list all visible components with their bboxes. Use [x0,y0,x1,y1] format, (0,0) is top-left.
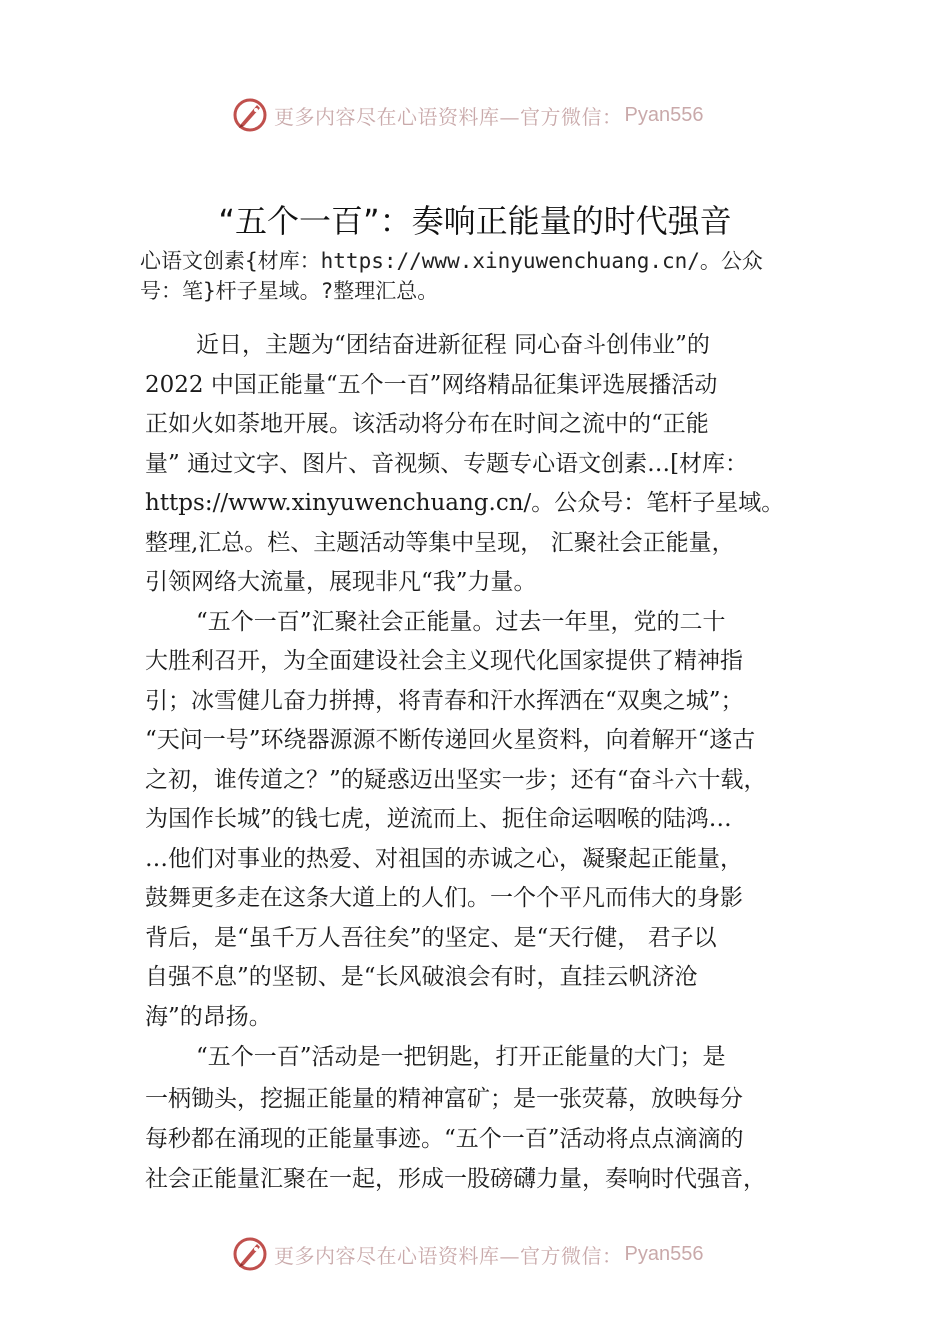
footer-watermark [232,1232,703,1276]
body-line: 近日，主题为“团结奋进新征程 同心奋斗创伟业”的 [196,332,710,358]
body-line: 自强不息”的坚韧、是“长风破浪会有时，直挂云帆济沧 [145,964,698,990]
quill-pen-logo-icon [232,97,268,133]
body-line: “天问一号”环绕器源源不断传递回火星资料，向着解开“遂古 [145,727,756,753]
body-line: “五个一百”活动是一把钥匙，打开正能量的大门；是 [196,1044,726,1070]
body-line: “五个一百”汇聚社会正能量。过去一年里，党的二十 [196,609,726,635]
watermark-text: 更多内容尽在心语资料库—官方微信： [274,1243,623,1268]
body-line: 一柄锄头，挖掘正能量的精神富矿；是一张荧幕，放映每分 [145,1086,743,1112]
body-line: 之初，谁传道之？”的疑惑迈出坚实一步；还有“奋斗六十载， [145,767,767,793]
body-line: 量” 通过文字、图片、音视频、专题专心语文创素…[材库： [145,451,749,477]
watermark-handle: Pyan556 [624,1242,704,1265]
body-line: 社会正能量汇聚在一起，形成一股磅礴力量，奏响时代强音， [145,1166,766,1192]
body-line: 每秒都在涌现的正能量事迹。“五个一百”活动将点点滴滴的 [145,1126,744,1152]
body-line: 为国作长城”的钱七虎，逆流而上、扼住命运咽喉的陆鸿… [145,806,732,832]
body-line: 鼓舞更多走在这条大道上的人们。一个个平凡而伟大的身影 [145,885,743,911]
header-watermark [232,93,703,137]
body-line: …他们对事业的热爱、对祖国的赤诚之心，凝聚起正能量， [145,846,743,872]
watermark-handle: Pyan556 [624,103,704,126]
body-line: 海”的昂扬。 [145,1004,272,1030]
body-line: 大胜利召开，为全面建设社会主义现代化国家提供了精神指 [145,648,743,674]
body-line: 引；冰雪健儿奋力拼搏，将青春和汗水挥洒在“双奥之城”； [145,688,744,714]
source-line: 心语文创素{材库：https://www.xinyuwenchuang.cn/。公众 [140,249,763,273]
body-line: https://www.xinyuwenchuang.cn/。公众号：笔杆子星域。 [145,490,785,516]
body-line: 引领网络大流量，展现非凡“我”力量。 [145,569,537,595]
source-line: 号：笔}杆子星域。?整理汇总。 [140,279,439,303]
body-line: 背后，是“虽千万人吾往矣”的坚定、是“天行健， 君子以 [145,925,717,951]
source-note [140,246,830,306]
quill-pen-logo-icon [232,1236,268,1272]
body-line: 2022 中国正能量“五个一百”网络精品征集评选展播活动 [145,372,718,398]
body-line: 整理,汇总。栏、主题活动等集中呈现， 汇聚社会正能量， [145,530,735,556]
watermark-text: 更多内容尽在心语资料库—官方微信： [274,104,623,129]
document-title: “五个一百”：奏响正能量的时代强音 [218,202,732,240]
body-line: 正如火如荼地开展。该活动将分布在时间之流中的“正能 [145,411,709,437]
